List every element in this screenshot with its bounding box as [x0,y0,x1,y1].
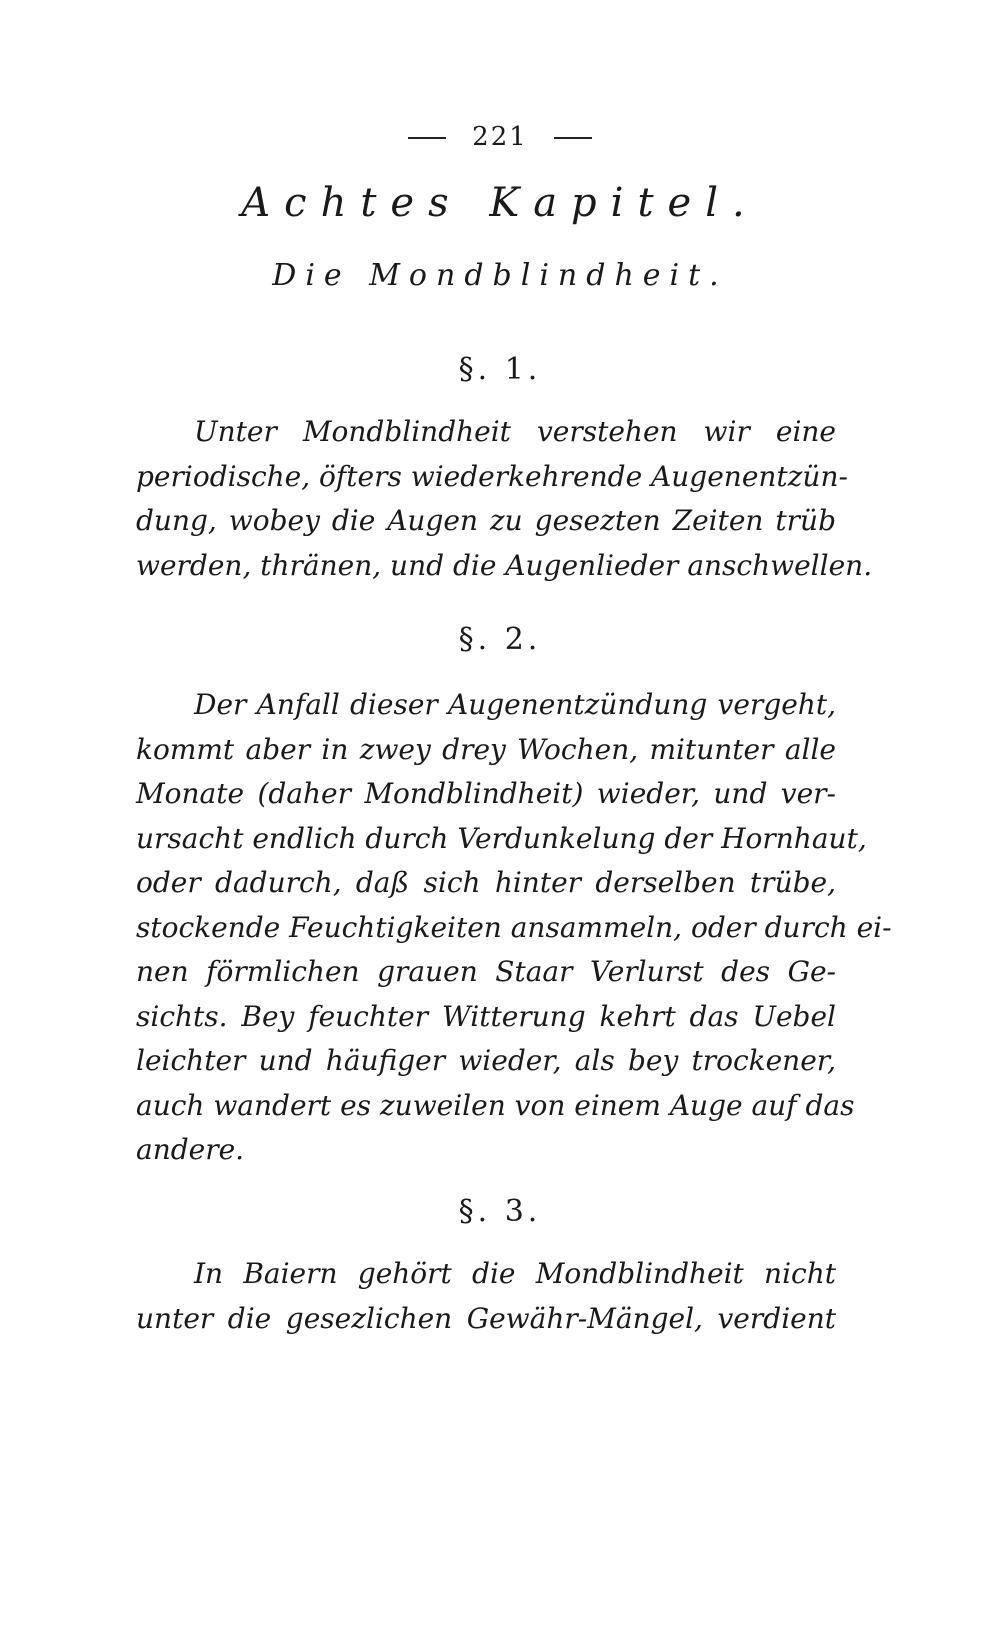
text-line: ursacht endlich durch Verdunkelung der Hornhaut, [136,821,867,855]
page-header [0,122,1000,152]
chapter-title: Achtes Kapitel. [241,180,759,226]
header-dash-left [408,137,446,139]
section-paragraph-3 [136,1252,836,1341]
section-heading-3: §. 3. [458,1194,542,1229]
header-dash-right [554,137,592,139]
text-line: Der Anfall dieser Augenentzündung vergeht, [194,688,836,721]
section-paragraph-1 [136,410,873,588]
chapter-subtitle: Die Mondblindheit. [272,258,728,293]
section-heading-2: §. 2. [458,622,542,657]
text-line: sichts. Bey feuchter Witterung kehrt das Uebel [136,999,836,1033]
text-line: werden, thränen, und die Augenlieder anschwellen. [136,548,873,582]
text-line: andere. [136,1133,245,1166]
text-line: nen förmlichen grauen Staar Verlurst des Ge- [136,955,836,988]
text-line: dung, wobey die Augen zu gesezten Zeiten trüb [136,504,836,537]
text-line: Monate (daher Mondblindheit) wieder, und ver- [136,777,836,810]
text-line: stockende Feuchtigkeiten ansammeln, oder durch ei- [136,910,892,944]
text-line: In Baiern gehört die Mondblindheit nicht [194,1257,836,1290]
text-line: oder dadurch, daß sich hinter derselben trübe, [136,866,836,899]
text-line: unter die gesezlichen Gewähr-Mängel, verdient [136,1301,836,1335]
text-line: auch wandert es zuweilen von einem Auge auf das [136,1088,855,1122]
text-line: periodische, öfters wiederkehrende Augenentzün- [136,459,848,493]
page-number: 221 [472,122,528,152]
text-line: Unter Mondblindheit verstehen wir eine [194,415,836,448]
text-line: leichter und häufiger wieder, als bey trockener, [136,1044,836,1077]
section-heading-1: §. 1. [458,352,542,387]
section-paragraph-2 [136,683,892,1173]
text-line: kommt aber in zwey drey Wochen, mitunter alle [136,732,836,766]
